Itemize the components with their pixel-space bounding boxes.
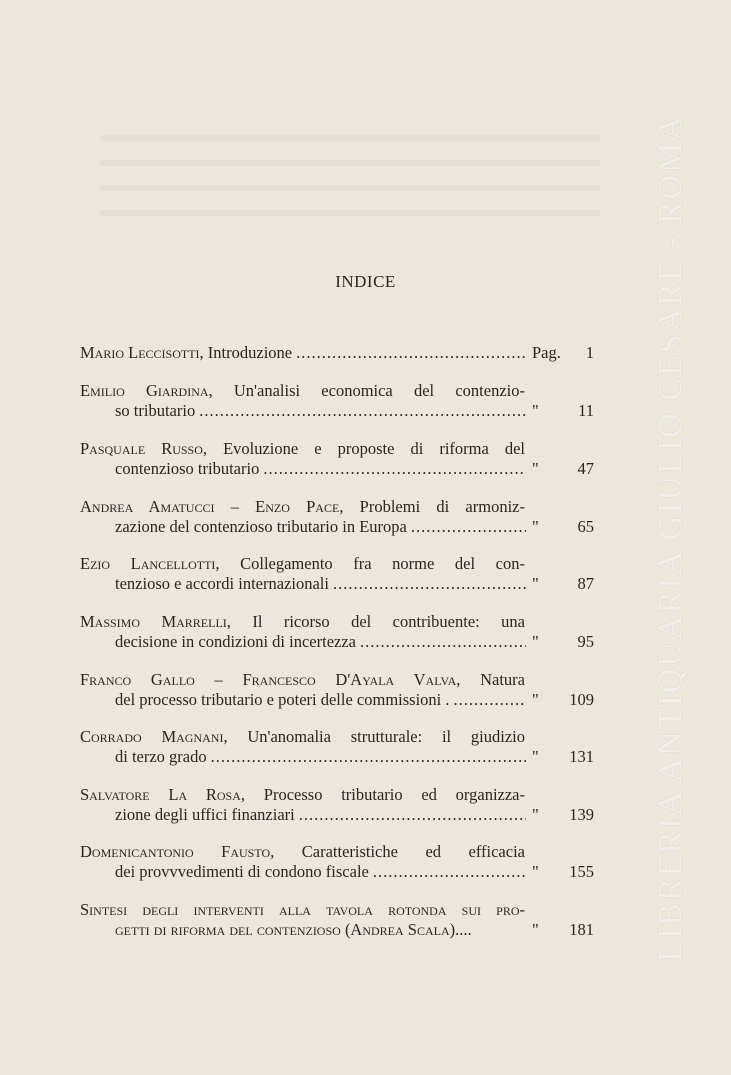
dot-leader [360,632,526,652]
toc-entry [80,381,594,421]
toc-entry [80,670,594,710]
show-through-line [100,210,600,216]
toc-entry [80,612,594,652]
toc-line-text [115,747,207,767]
toc-title-line: contenzioso tributario [115,459,260,478]
watermark-area [610,0,731,1075]
toc-line-text [80,439,525,459]
ditto-mark: " [532,401,539,420]
toc-line-text [115,632,356,652]
dot-leader [333,574,526,594]
watermark: LIBRERIA ANTIQUARIA GIULIO CESARE - ROMA [651,113,689,962]
toc-line-text [80,842,525,862]
toc-title-line: del processo tributario e poteri delle commissioni . [115,690,450,709]
dot-leader [411,517,526,537]
toc-title-line: , Natura [456,670,525,689]
toc-entry [80,785,594,825]
page-number: 1 [585,343,594,362]
toc-title-line: tenzioso e accordi internazionali [115,574,329,593]
toc-line-text [80,670,525,690]
toc-title-line: , Un'anomalia strutturale: il giudizio [223,727,525,746]
page-number: 47 [577,459,594,478]
toc-author: Salvatore La Rosa [80,785,241,804]
toc-title-line: Sintesi degli interventi alla tavola rotonda sui pro- [80,900,525,919]
toc-author: Pasquale Russo [80,439,203,458]
ditto-mark: " [532,747,539,766]
toc-entry [80,727,594,767]
toc-line-text [115,459,259,479]
toc-author: Massimo Marrelli [80,612,227,631]
toc-title-line: , Processo tributario ed organizza- [240,785,525,804]
page-number: 65 [577,517,594,536]
toc-author: Franco Gallo – Francesco D'Ayala Valva [80,670,457,689]
toc-line-text [80,727,525,747]
toc-author: Andrea Amatucci – Enzo Pace [80,497,340,516]
ditto-mark: Pag. [532,343,561,362]
toc-entry [80,497,594,537]
toc-title-line: so tributario [115,401,196,420]
toc-entry [80,842,594,882]
toc-entry [80,900,594,940]
toc-title-line: decisione in condizioni di incertezza [115,632,356,651]
ditto-mark: " [532,920,539,939]
toc-line-text [80,612,525,632]
show-through-line [100,135,600,141]
dot-leader [454,690,526,710]
page-number: 87 [577,574,594,593]
toc-line-text [115,690,450,710]
toc-entry [80,343,594,363]
page-title: INDICE [335,272,396,291]
ditto-mark: " [532,805,539,824]
page-number: 95 [577,632,594,651]
page-number: 109 [569,690,594,709]
toc-title-line: zazione del contenzioso tributario in Europa [115,517,407,536]
toc-title-line: , Un'analisi economica del contenzio- [208,381,525,400]
ditto-mark: " [532,632,539,651]
page-number: 11 [578,401,594,420]
show-through-line [100,185,600,191]
show-through-line [100,160,600,166]
toc-title-line: dei provvvedimenti di condono fiscale [115,862,369,881]
toc-line-text [115,574,329,594]
page-number: 139 [569,805,594,824]
dot-leader [296,343,526,363]
ditto-mark: " [532,517,539,536]
ditto-mark: " [532,459,539,478]
toc-entry [80,439,594,479]
dot-leader [373,862,526,882]
toc-title-line: zione degli uffici finanziari [115,805,295,824]
toc-line-text [115,920,472,940]
toc-author: Mario Leccisotti [80,343,200,362]
ditto-mark: " [532,690,539,709]
toc-line-text [80,497,525,517]
toc-author: Emilio Giardina [80,381,209,400]
ditto-mark: " [532,862,539,881]
toc-title-line: , Evoluzione e proposte di riforma del [202,439,525,458]
toc-line-text [115,862,369,882]
toc-title-line: getti di riforma del contenzioso (Andrea Scala).... [115,920,472,939]
toc-entry [80,554,594,594]
toc-title-line: , Collegamento fra norme del con- [215,554,525,573]
toc-line-text [80,343,292,363]
page-number: 155 [569,862,594,881]
page-number: 131 [569,747,594,766]
ditto-mark: " [532,574,539,593]
dot-leader [299,805,526,825]
toc-title-line: , Caratteristiche ed efficacia [270,842,525,861]
toc-line-text [80,381,525,401]
toc-author: Corrado Magnani [80,727,224,746]
dot-leader [263,459,526,479]
toc-title-line: , Problemi di armoniz- [339,497,525,516]
toc-line-text [115,517,407,537]
toc-author: Ezio Lancellotti [80,554,216,573]
dot-leader [199,401,526,421]
toc-title-line: , Introduzione [199,343,293,362]
toc-line-text [80,900,525,920]
toc-title-line: di terzo grado [115,747,207,766]
toc-line-text [80,554,525,574]
dot-leader [211,747,526,767]
page-number: 181 [569,920,594,939]
toc-line-text [80,785,525,805]
toc-author: Domenicantonio Fausto [80,842,271,861]
toc-line-text [115,401,195,421]
toc-title-line: , Il ricorso del contribuente: una [226,612,525,631]
toc-line-text [115,805,295,825]
